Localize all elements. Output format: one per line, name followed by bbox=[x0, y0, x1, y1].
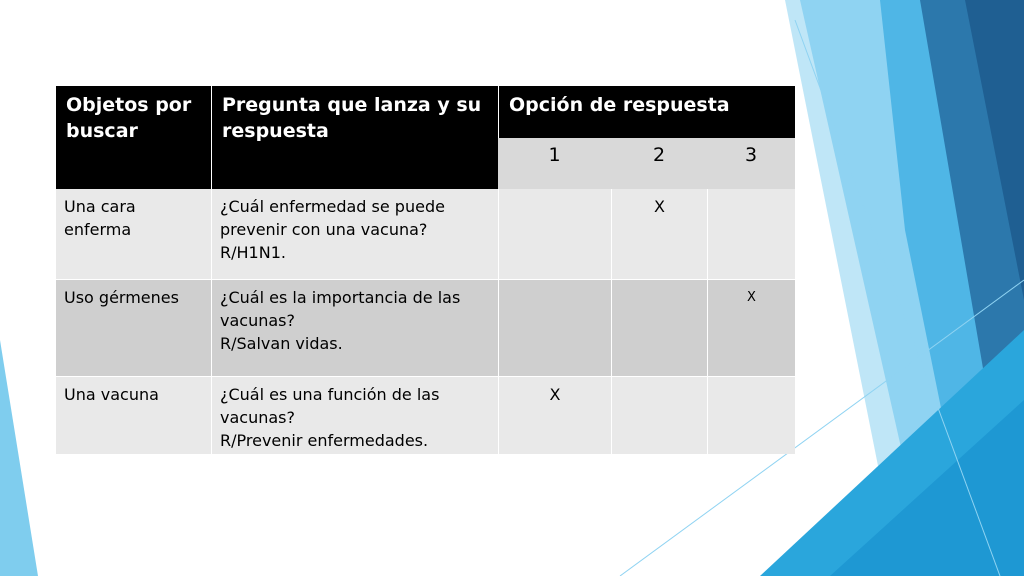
row-2-option-3: X bbox=[707, 280, 795, 377]
row-3-option-2 bbox=[611, 377, 707, 454]
option-number-1: 1 bbox=[498, 138, 611, 189]
row-2-option-2 bbox=[611, 280, 707, 377]
header-question: Pregunta que lanza y su respuesta bbox=[211, 86, 498, 189]
row-1-option-2: X bbox=[611, 189, 707, 280]
row-1-object: Una cara enferma bbox=[56, 189, 211, 280]
activity-table bbox=[56, 86, 795, 454]
header-options: Opción de respuesta bbox=[498, 86, 795, 138]
row-separator-1 bbox=[56, 279, 795, 280]
left-accent-shape bbox=[0, 340, 38, 576]
row-2-question: ¿Cuál es la importancia de las vacunas? R/Salvan vidas. bbox=[211, 280, 498, 377]
row-1-option-1 bbox=[498, 189, 611, 280]
row-3-object: Una vacuna bbox=[56, 377, 211, 454]
row-2-option-1 bbox=[498, 280, 611, 377]
row-3-option-3 bbox=[707, 377, 795, 454]
row-separator-2 bbox=[56, 376, 795, 377]
row-2-object: Uso gérmenes bbox=[56, 280, 211, 377]
row-3-option-1: X bbox=[498, 377, 611, 454]
row-1-option-3 bbox=[707, 189, 795, 280]
row-3-question: ¿Cuál es una función de las vacunas? R/Prevenir enfermedades. bbox=[211, 377, 498, 454]
option-number-2: 2 bbox=[611, 138, 707, 189]
row-1-question: ¿Cuál enfermedad se puede prevenir con una vacuna? R/H1N1. bbox=[211, 189, 498, 280]
option-number-3: 3 bbox=[707, 138, 795, 189]
header-objects: Objetos por buscar bbox=[56, 86, 211, 189]
